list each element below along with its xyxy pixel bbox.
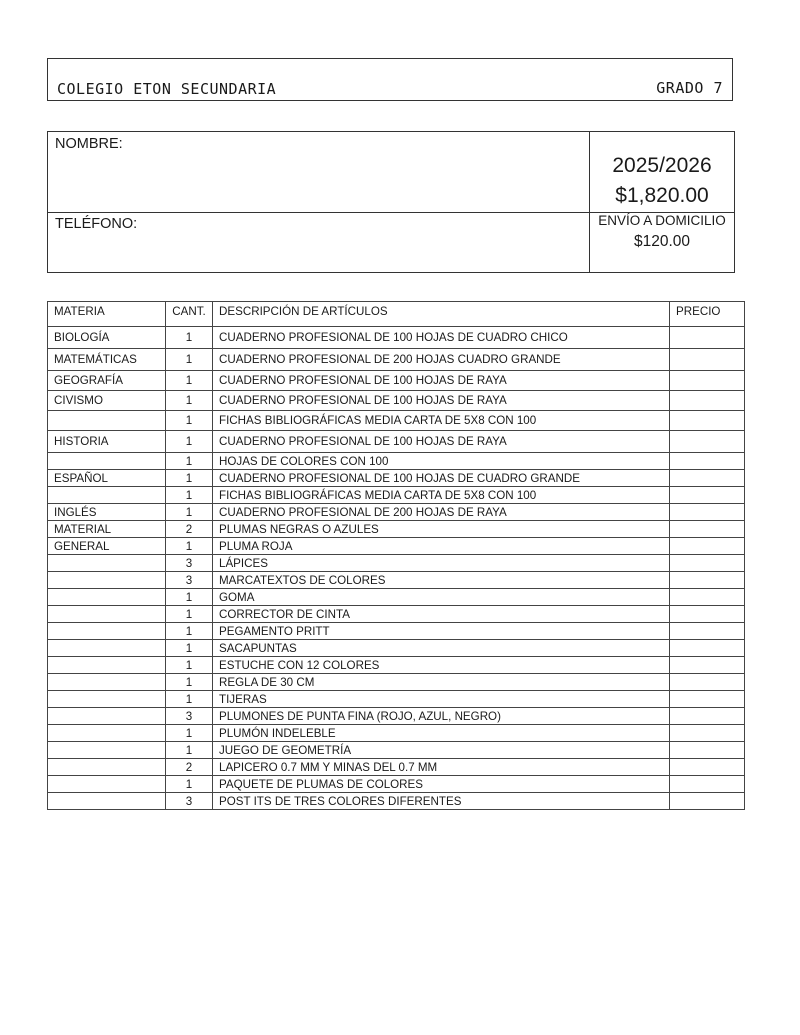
cell-description: LÁPICES	[213, 555, 670, 572]
cell-subject	[48, 606, 166, 623]
cell-price	[670, 504, 745, 521]
cell-price	[670, 572, 745, 589]
cell-subject	[48, 793, 166, 810]
cell-quantity: 1	[166, 504, 213, 521]
cell-price	[670, 742, 745, 759]
cell-quantity: 1	[166, 742, 213, 759]
table-row	[48, 487, 745, 504]
cell-price	[670, 470, 745, 487]
cell-description: PLUMÓN INDELEBLE	[213, 725, 670, 742]
supplies-table	[47, 301, 745, 810]
total-price: $1,820.00	[615, 184, 709, 207]
cell-description: FICHAS BIBLIOGRÁFICAS MEDIA CARTA DE 5X8 CON 100	[213, 411, 670, 431]
cell-quantity: 1	[166, 453, 213, 470]
cell-subject	[48, 623, 166, 640]
cell-subject: GENERAL	[48, 538, 166, 555]
cell-description: PLUMONES DE PUNTA FINA (ROJO, AZUL, NEGRO)	[213, 708, 670, 725]
cell-quantity: 3	[166, 555, 213, 572]
cell-subject	[48, 589, 166, 606]
cell-description: FICHAS BIBLIOGRÁFICAS MEDIA CARTA DE 5X8 CON 100	[213, 487, 670, 504]
table-row	[48, 411, 745, 431]
table-row	[48, 470, 745, 487]
cell-price	[670, 555, 745, 572]
cell-subject: GEOGRAFÍA	[48, 371, 166, 391]
cell-description: CUADERNO PROFESIONAL DE 100 HOJAS DE RAYA	[213, 371, 670, 391]
table-row	[48, 572, 745, 589]
cell-subject	[48, 640, 166, 657]
cell-quantity: 1	[166, 371, 213, 391]
cell-subject: INGLÉS	[48, 504, 166, 521]
cell-subject	[48, 572, 166, 589]
cell-subject: BIOLOGÍA	[48, 327, 166, 349]
cell-description: CUADERNO PROFESIONAL DE 100 HOJAS DE CUADRO GRANDE	[213, 470, 670, 487]
table-row	[48, 371, 745, 391]
table-row	[48, 776, 745, 793]
cell-description: LAPICERO 0.7 MM Y MINAS DEL 0.7 MM	[213, 759, 670, 776]
cell-quantity: 1	[166, 431, 213, 453]
cell-quantity: 1	[166, 623, 213, 640]
table-row	[48, 640, 745, 657]
cell-subject	[48, 674, 166, 691]
grade-label: GRADO 7	[656, 79, 723, 97]
cell-price	[670, 691, 745, 708]
cell-quantity: 1	[166, 776, 213, 793]
cell-price	[670, 487, 745, 504]
cell-price	[670, 349, 745, 371]
delivery-price: $120.00	[633, 233, 691, 250]
cell-description: PLUMAS NEGRAS O AZULES	[213, 521, 670, 538]
cell-description: CORRECTOR DE CINTA	[213, 606, 670, 623]
header-box	[47, 58, 733, 101]
cell-price	[670, 708, 745, 725]
cell-quantity: 2	[166, 521, 213, 538]
cell-price	[670, 606, 745, 623]
cell-subject	[48, 776, 166, 793]
table-row	[48, 391, 745, 411]
cell-subject	[48, 657, 166, 674]
cell-description: PAQUETE DE PLUMAS DE COLORES	[213, 776, 670, 793]
table-row	[48, 793, 745, 810]
table-row	[48, 431, 745, 453]
table-row	[48, 538, 745, 555]
cell-price	[670, 640, 745, 657]
cell-description: CUADERNO PROFESIONAL DE 100 HOJAS DE CUADRO CHICO	[213, 327, 670, 349]
cell-description: CUADERNO PROFESIONAL DE 200 HOJAS DE RAYA	[213, 504, 670, 521]
cell-quantity: 3	[166, 708, 213, 725]
table-row	[48, 589, 745, 606]
cell-subject: MATERIAL	[48, 521, 166, 538]
cell-price	[670, 759, 745, 776]
cell-subject	[48, 708, 166, 725]
cell-price	[670, 521, 745, 538]
cell-description: TIJERAS	[213, 691, 670, 708]
table-row	[48, 725, 745, 742]
cell-quantity: 1	[166, 589, 213, 606]
cell-description: CUADERNO PROFESIONAL DE 100 HOJAS DE RAYA	[213, 391, 670, 411]
cell-price	[670, 776, 745, 793]
phone-label: TELÉFONO:	[55, 216, 138, 232]
supplies-table-body	[48, 302, 745, 810]
cell-price	[670, 793, 745, 810]
column-header-price: PRECIO	[670, 302, 745, 327]
cell-quantity: 1	[166, 725, 213, 742]
cell-price	[670, 453, 745, 470]
cell-description: MARCATEXTOS DE COLORES	[213, 572, 670, 589]
cell-subject: CIVISMO	[48, 391, 166, 411]
table-row	[48, 623, 745, 640]
table-row	[48, 349, 745, 371]
cell-quantity: 1	[166, 691, 213, 708]
cell-subject	[48, 453, 166, 470]
cell-description: SACAPUNTAS	[213, 640, 670, 657]
school-name: COLEGIO ETON SECUNDARIA	[57, 80, 277, 98]
cell-price	[670, 725, 745, 742]
cell-subject	[48, 759, 166, 776]
column-header-subject: MATERIA	[48, 302, 166, 327]
cell-description: REGLA DE 30 CM	[213, 674, 670, 691]
cell-description: CUADERNO PROFESIONAL DE 100 HOJAS DE RAYA	[213, 431, 670, 453]
table-row	[48, 674, 745, 691]
cell-price	[670, 657, 745, 674]
cell-description: POST ITS DE TRES COLORES DIFERENTES	[213, 793, 670, 810]
school-year: 2025/2026	[612, 154, 712, 177]
cell-quantity: 2	[166, 759, 213, 776]
cell-quantity: 1	[166, 674, 213, 691]
cell-price	[670, 327, 745, 349]
cell-description: CUADERNO PROFESIONAL DE 200 HOJAS CUADRO GRANDE	[213, 349, 670, 371]
cell-quantity: 1	[166, 487, 213, 504]
table-row	[48, 504, 745, 521]
cell-subject	[48, 411, 166, 431]
cell-quantity: 1	[166, 349, 213, 371]
cell-description: PLUMA ROJA	[213, 538, 670, 555]
cell-subject: MATEMÁTICAS	[48, 349, 166, 371]
cell-quantity: 3	[166, 793, 213, 810]
cell-subject	[48, 555, 166, 572]
table-row	[48, 708, 745, 725]
cell-price	[670, 674, 745, 691]
cell-quantity: 1	[166, 391, 213, 411]
cell-subject	[48, 691, 166, 708]
cell-price	[670, 623, 745, 640]
cell-subject: HISTORIA	[48, 431, 166, 453]
table-row	[48, 327, 745, 349]
cell-quantity: 1	[166, 640, 213, 657]
cell-quantity: 3	[166, 572, 213, 589]
table-row	[48, 657, 745, 674]
table-row	[48, 555, 745, 572]
cell-subject: ESPAÑOL	[48, 470, 166, 487]
table-row	[48, 606, 745, 623]
cell-description: PEGAMENTO PRITT	[213, 623, 670, 640]
cell-description: HOJAS DE COLORES CON 100	[213, 453, 670, 470]
table-row	[48, 742, 745, 759]
cell-description: ESTUCHE CON 12 COLORES	[213, 657, 670, 674]
student-info-box	[47, 131, 735, 273]
delivery-label: ENVÍO A DOMICILIO	[598, 213, 726, 228]
cell-subject	[48, 487, 166, 504]
cell-quantity: 1	[166, 606, 213, 623]
cell-price	[670, 431, 745, 453]
cell-price	[670, 589, 745, 606]
cell-price	[670, 371, 745, 391]
table-row	[48, 453, 745, 470]
cell-description: GOMA	[213, 589, 670, 606]
table-row	[48, 759, 745, 776]
cell-quantity: 1	[166, 327, 213, 349]
name-label: NOMBRE:	[55, 136, 123, 152]
cell-quantity: 1	[166, 470, 213, 487]
table-row	[48, 521, 745, 538]
cell-price	[670, 411, 745, 431]
column-header-description: DESCRIPCIÓN DE ARTÍCULOS	[213, 302, 670, 327]
cell-subject	[48, 742, 166, 759]
cell-quantity: 1	[166, 538, 213, 555]
cell-subject	[48, 725, 166, 742]
cell-description: JUEGO DE GEOMETRÍA	[213, 742, 670, 759]
column-header-quantity: CANT.	[166, 302, 213, 327]
table-row	[48, 691, 745, 708]
table-header-row	[48, 302, 745, 327]
cell-quantity: 1	[166, 657, 213, 674]
cell-price	[670, 538, 745, 555]
cell-quantity: 1	[166, 411, 213, 431]
cell-price	[670, 391, 745, 411]
